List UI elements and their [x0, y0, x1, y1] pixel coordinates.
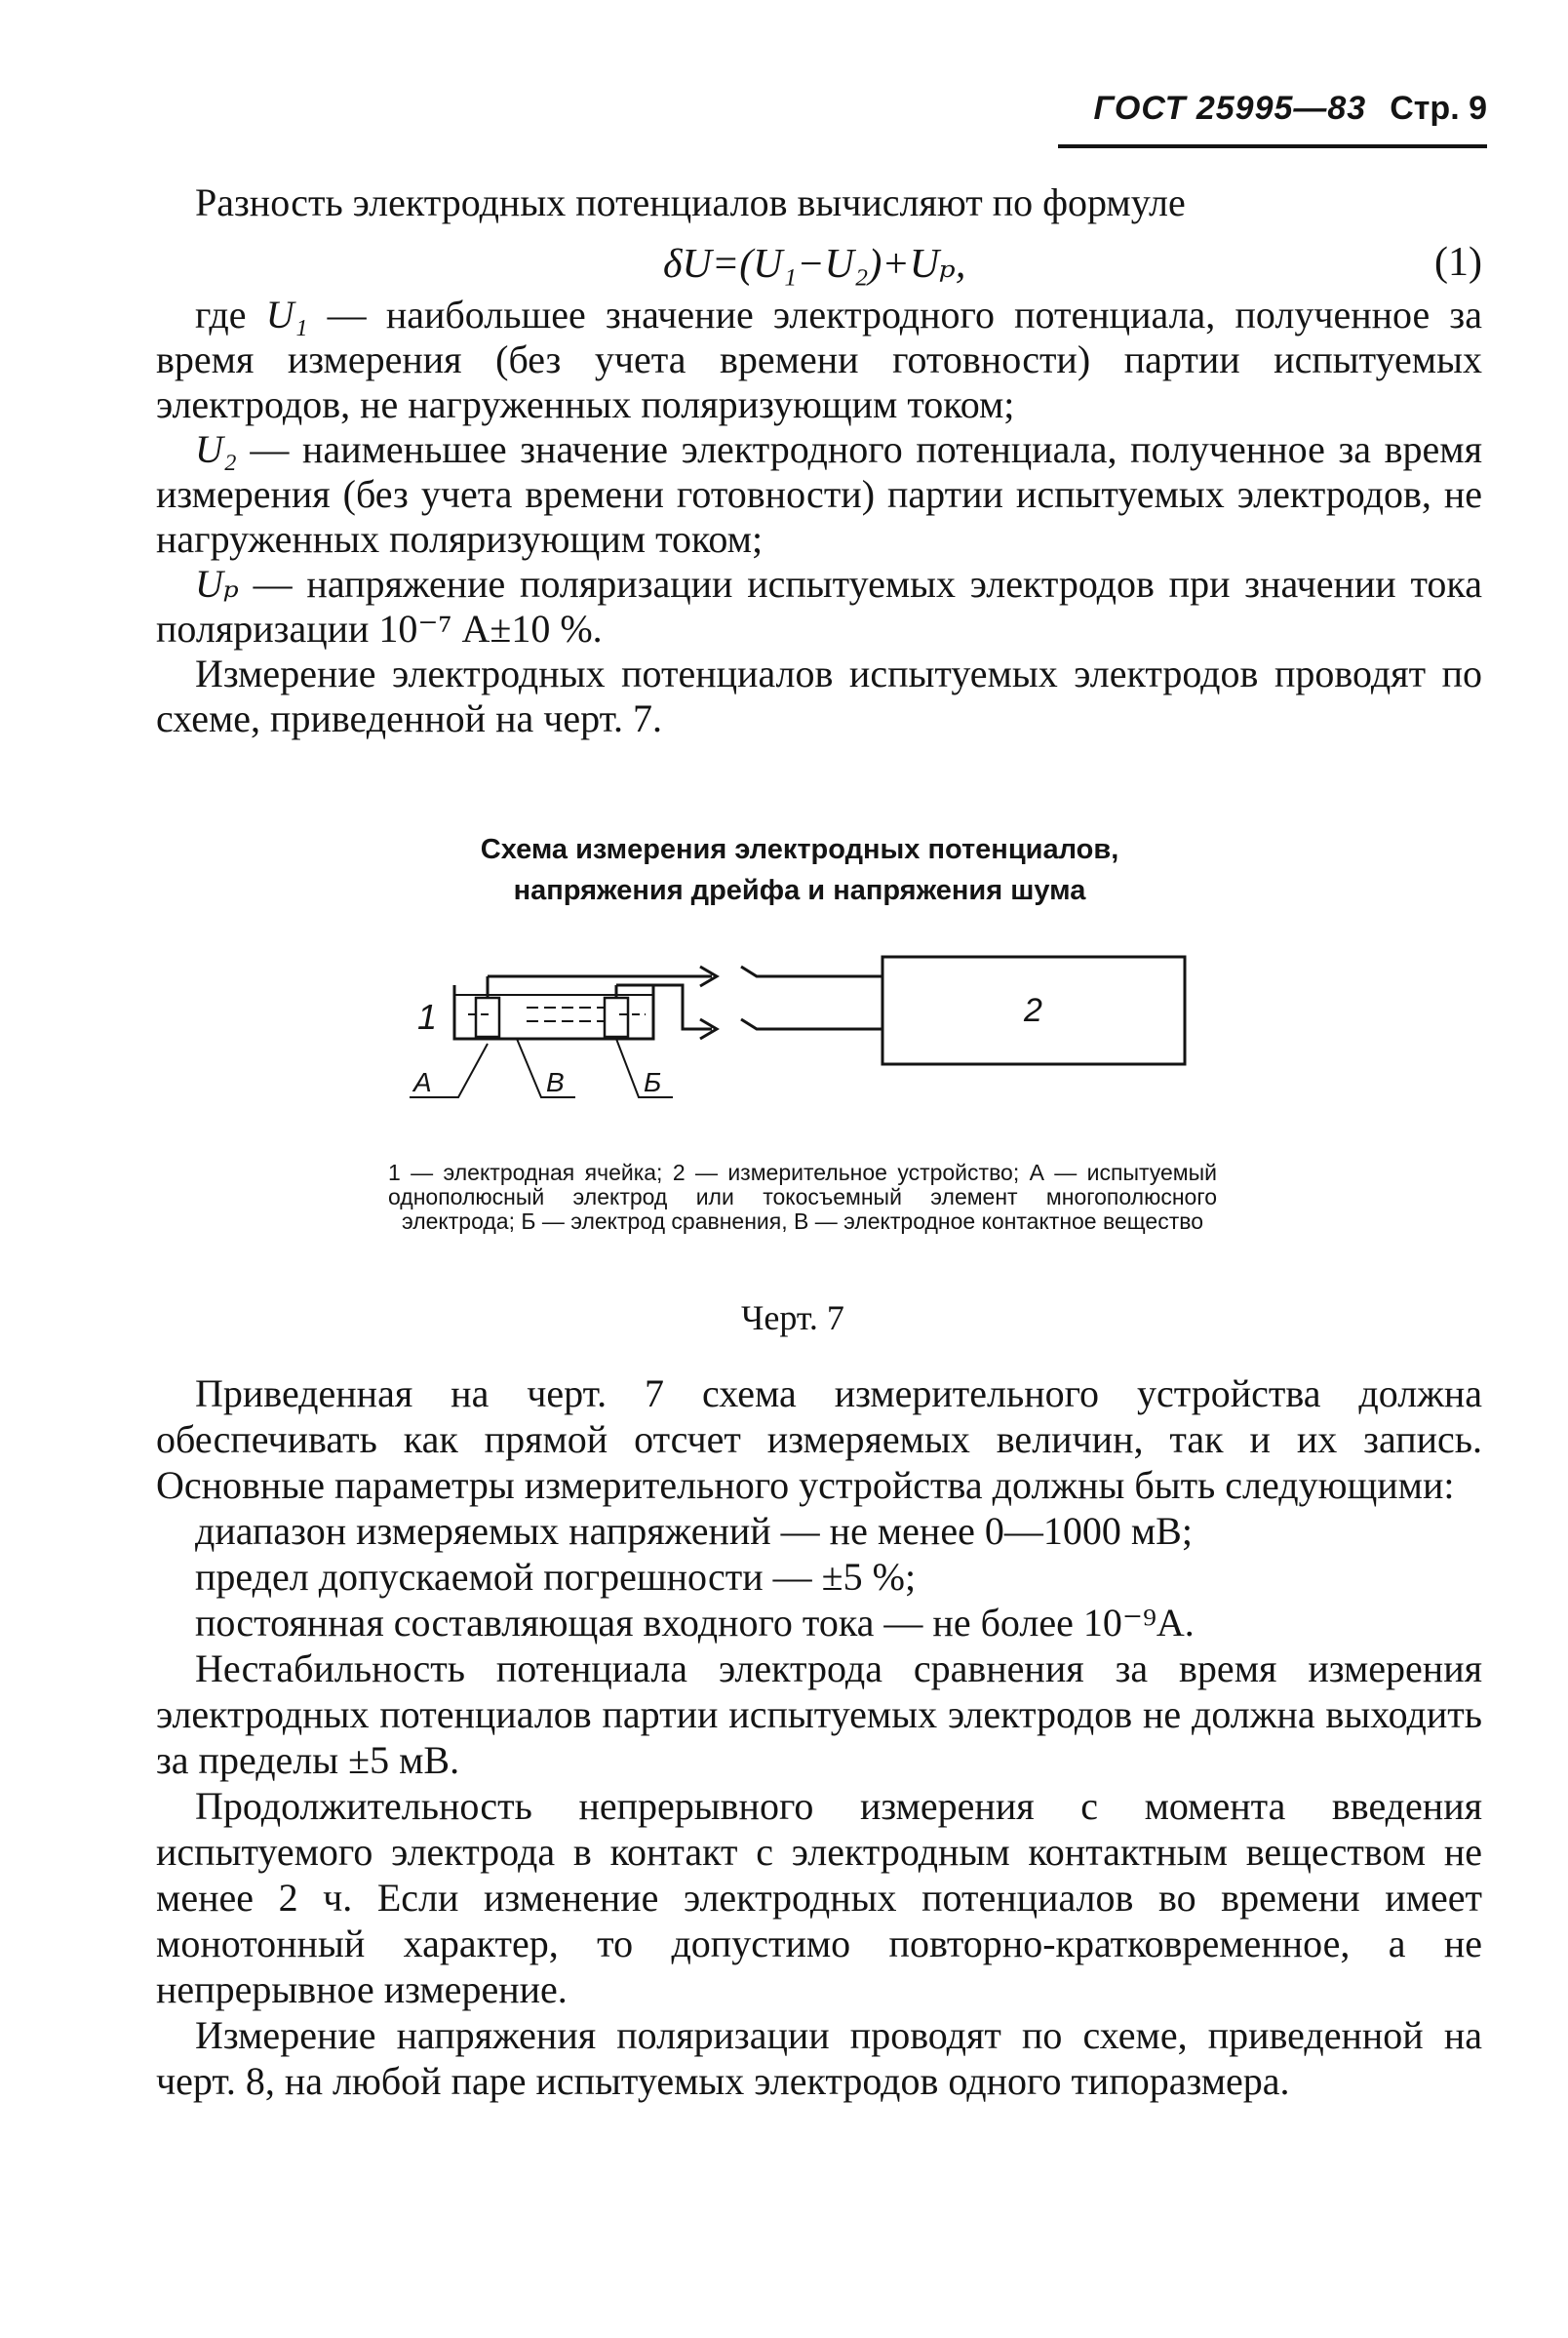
definition-u1: где U₁ — наибольшее значение электродного потенциала, полученное за время измерения (без учета времени готовности) партии испытуемых электродов, не нагруженных поляризующим током;: [156, 293, 1482, 426]
paragraph-duration: Продолжительность непрерывного измерения с момента введения испытуемого электрода в контакт с электродным контактным веществом не менее 2 ч. Если изменение электродных потенциалов во времени имеет монотонный характер, то допустимо повторно-кратковременное, а не непрерывное измерение.: [156, 1784, 1482, 2011]
input-terminal-1: [741, 967, 882, 976]
formula-number: (1): [1434, 240, 1482, 285]
legend-text: 1 — электродная ячейка; 2 — измерительное устройство; А — испытуемый однополюсный электрод или токосъемный элемент многополюсного электрода; Б — электрод сравнения, В — электродное контактное вещество: [388, 1160, 1217, 1234]
figure-caption: Черт. 7: [741, 1298, 844, 1337]
electrode-a: [476, 998, 499, 1037]
figure-title-line-1: Схема измерения электродных потенциалов,: [480, 834, 1119, 865]
paragraph-device: Приведенная на черт. 7 схема измерительного устройства должна обеспечивать как прямой отсчет измеряемых величин, так и их запись. Основные параметры измерительного устройства должны быть следующими:: [156, 1371, 1482, 1507]
list-item-current: постоянная составляющая входного тока — не более 10⁻⁹А.: [195, 1601, 1195, 1645]
definition-symbol: Uₚ: [195, 562, 239, 606]
formula-expression: δU=(U₁−U₂)+Uₚ,: [663, 242, 966, 287]
definition-u2: [156, 427, 1482, 562]
electrode-b: [605, 998, 628, 1037]
paragraph-polarization: Измерение напряжения поляризации проводят по схеме, приведенной на черт. 8, на любой паре испытуемых электродов одного типоразмера.: [156, 2013, 1482, 2103]
measurement-circuit-diagram: [390, 931, 1229, 1127]
page-header: [1058, 90, 1487, 148]
definitions-block: [156, 293, 1482, 741]
input-terminal-2: [741, 1019, 882, 1029]
wire-b: [616, 985, 712, 1029]
definition-up: [156, 562, 1482, 652]
definition-text: — наибольшее значение электродного потенциала, полученное за время измерения (без учета времени готовности) партии испытуемых электродов, не нагруженных поляризующим током;: [156, 293, 1482, 426]
figure-legend: [388, 1161, 1217, 1234]
definition-symbol: U₁: [265, 293, 308, 337]
cell-vessel: [454, 985, 653, 1039]
list-item-error: предел допускаемой погрешности — ±5 %;: [195, 1555, 917, 1599]
definition-text: — наименьшее значение электродного потенциала, полученное за время измерения (без учета времени готовности) партии испытуемых электродов, не нагруженных поляризующим током;: [156, 427, 1482, 561]
body-text-block: [156, 1370, 1482, 2104]
definition-symbol: U₂: [195, 427, 237, 471]
standard-number: ГОСТ 25995—83: [1093, 90, 1367, 127]
measure-paragraph: Измерение электродных потенциалов испытуемых электродов проводят по схеме, приведенной на черт. 7.: [156, 652, 1482, 740]
intro-text-block: [156, 180, 1482, 225]
intro-paragraph: Разность электродных потенциалов вычисляют по формуле: [195, 180, 1186, 224]
list-item-range: диапазон измеряемых напряжений — не менее 0—1000 мВ;: [195, 1509, 1193, 1553]
formula-1: [156, 239, 1482, 288]
label-device: 2: [1024, 992, 1042, 1029]
figure-title: [351, 829, 1248, 911]
label-a: А: [413, 1067, 432, 1097]
paragraph-instability: Нестабильность потенциала электрода сравнения за время измерения электродных потенциалов партии испытуемых электродов не должна выходить за пределы ±5 мВ.: [156, 1646, 1482, 1782]
label-v: В: [546, 1067, 565, 1097]
figure-title-line-2: напряжения дрейфа и напряжения шума: [513, 875, 1086, 906]
page-number: Стр. 9: [1390, 90, 1487, 127]
definition-text: — напряжение поляризации испытуемых электродов при значении тока поляризации 10⁻⁷ А±10 %.: [156, 562, 1482, 651]
label-cell: 1: [417, 997, 438, 1037]
label-b: Б: [644, 1067, 662, 1097]
